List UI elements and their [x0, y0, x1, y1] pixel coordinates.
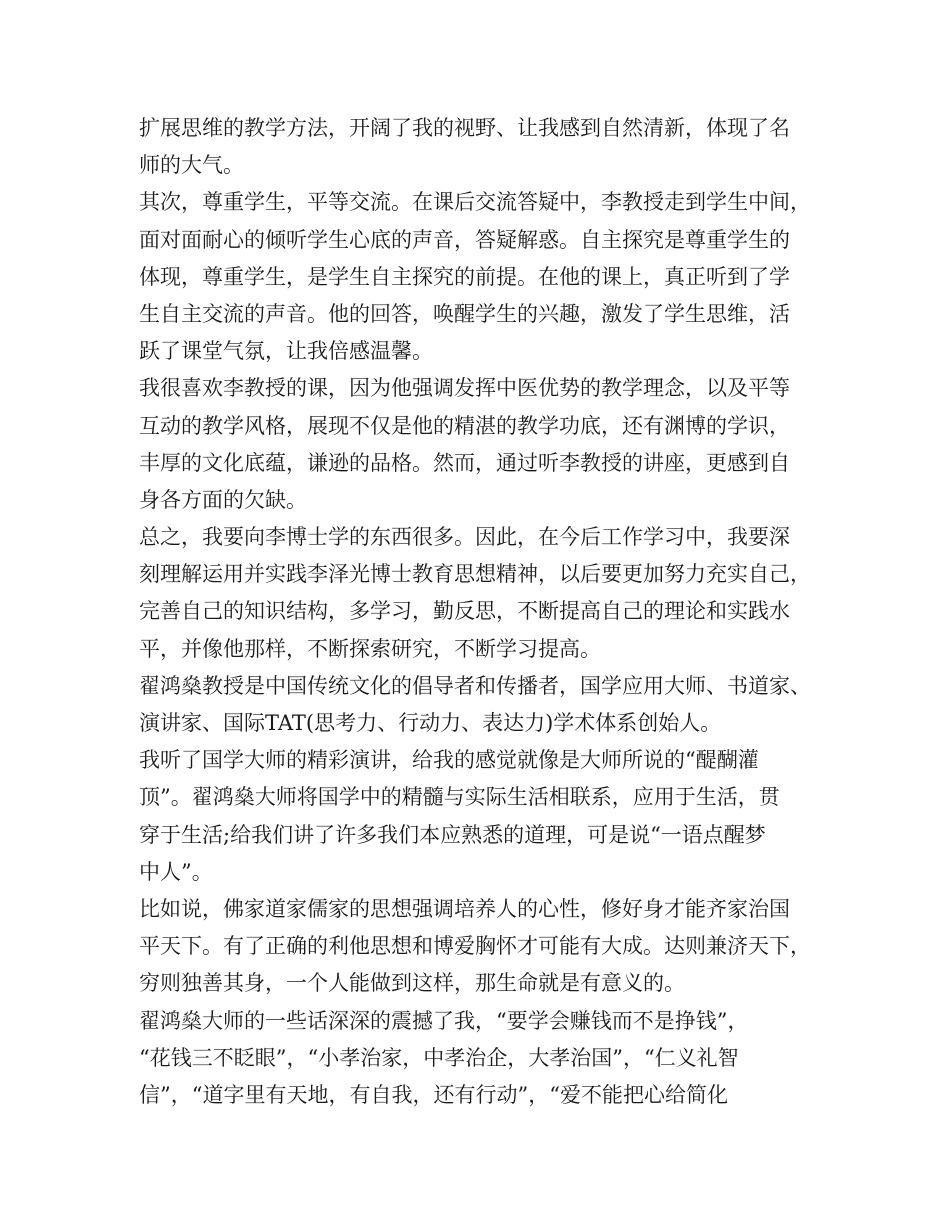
text-line: 生自主交流的声音。他的回答，唤醒学生的兴趣，激发了学生思维，活 — [139, 301, 790, 326]
text-line: 互动的教学风格，展现不仅是他的精湛的教学功底，还有渊博的学识， — [139, 413, 790, 438]
text-line: 我听了国学大师的精彩演讲，给我的感觉就像是大师所说的“醍醐灌 — [139, 748, 759, 773]
paragraph-7 — [139, 891, 839, 1003]
text-line: 翟鸿燊教授是中国传统文化的倡导者和传播者，国学应用大师、书道家、 — [139, 673, 811, 698]
text-line: “花钱三不眨眼”，“小孝治家，中孝治企，大孝治国”，“仁义礼智 — [139, 1045, 739, 1070]
text-line: 顶”。翟鸿燊大师将国学中的精髓与实际生活相联系，应用于生活，贯 — [139, 785, 780, 810]
paragraph-1 — [139, 110, 839, 184]
text-line: 穷则独善其身，一个人能做到这样，那生命就是有意义的。 — [139, 971, 685, 996]
text-line: 面对面耐心的倾听学生心底的声音，答疑解惑。自主探究是尊重学生的 — [139, 227, 790, 252]
text-line: 平天下。有了正确的利他思想和博爱胸怀才可能有大成。达则兼济天下， — [139, 934, 811, 959]
text-line: 我很喜欢李教授的课，因为他强调发挥中医优势的教学理念，以及平等 — [139, 376, 790, 401]
paragraph-4 — [139, 519, 839, 668]
text-line: 刻理解运用并实践李泽光博士教育思想精神，以后要更加努力充实自己， — [139, 562, 811, 587]
text-line: 中人”。 — [139, 859, 213, 884]
text-line: 翟鸿燊大师的一些话深深的震撼了我，“要学会赚钱而不是挣钱”， — [139, 1008, 749, 1033]
text-line: 跃了课堂气氛，让我倍感温馨。 — [139, 339, 433, 364]
text-line: 信”，“道字里有天地，有自我，还有行动”，“爱不能把心给简化 — [139, 1082, 728, 1107]
text-line: 比如说，佛家道家儒家的思想强调培养人的心性，修好身才能齐家治国 — [139, 896, 790, 921]
text-line: 平，并像他那样，不断探索研究，不断学习提高。 — [139, 636, 601, 661]
text-line: 扩展思维的教学方法，开阔了我的视野、让我感到自然清新，体现了名 — [139, 116, 790, 140]
paragraph-2 — [139, 184, 839, 370]
paragraph-5 — [139, 668, 839, 742]
text-line: 体现，尊重学生，是学生自主探究的前提。在他的课上，真正听到了学 — [139, 264, 790, 289]
document-body — [139, 110, 839, 1114]
paragraph-8 — [139, 1003, 839, 1115]
paragraph-6 — [139, 742, 839, 891]
text-line: 师的大气。 — [139, 153, 244, 178]
text-line: 穿于生活;给我们讲了许多我们本应熟悉的道理，可是说“一语点醒梦 — [139, 822, 766, 847]
paragraph-3 — [139, 370, 839, 519]
text-line: 丰厚的文化底蕴，谦逊的品格。然而，通过听李教授的讲座，更感到自 — [139, 450, 790, 475]
text-line: 总之，我要向李博士学的东西很多。因此，在今后工作学习中，我要深 — [139, 525, 790, 550]
text-line: 演讲家、国际TAT(思考力、行动力、表达力)学术体系创始人。 — [139, 711, 722, 735]
text-line: 身各方面的欠缺。 — [139, 487, 307, 512]
text-line: 完善自己的知识结构，多学习，勤反思，不断提高自己的理论和实践水 — [139, 599, 790, 624]
text-line: 其次，尊重学生，平等交流。在课后交流答疑中，李教授走到学生中间， — [139, 190, 811, 215]
